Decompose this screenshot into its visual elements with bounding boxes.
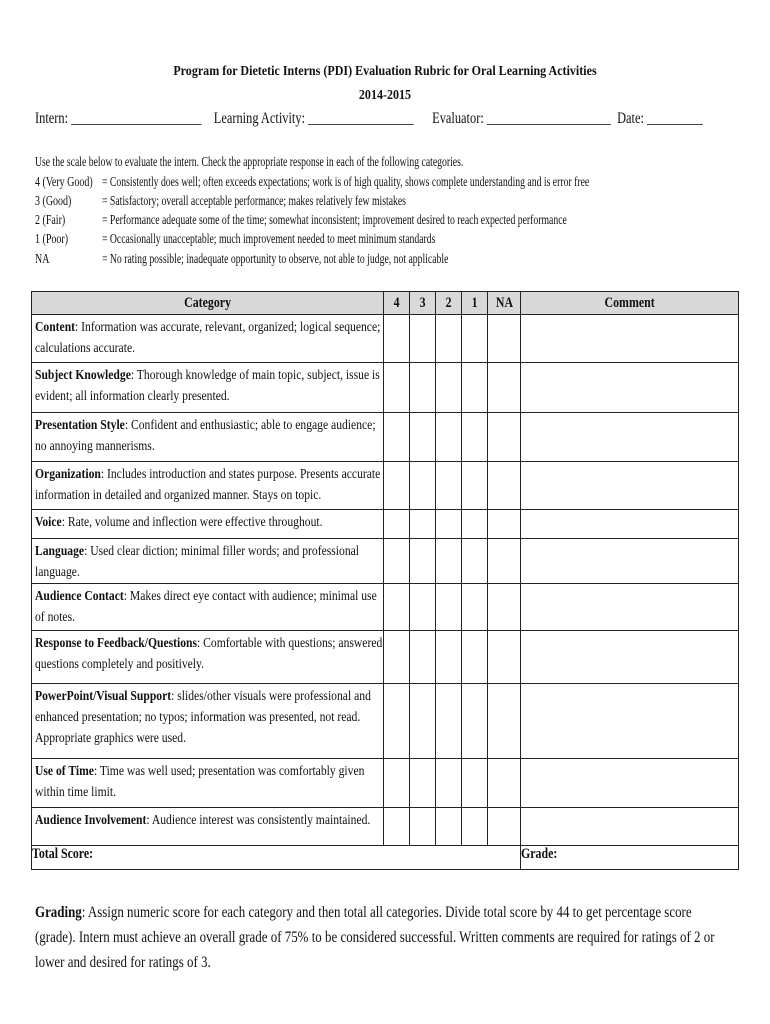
- rating-1-cell[interactable]: [462, 631, 488, 684]
- rating-4-cell[interactable]: [384, 510, 410, 539]
- rating-4-cell[interactable]: [384, 808, 410, 846]
- grading-instructions: [35, 900, 732, 975]
- rating-na-cell[interactable]: [488, 510, 521, 539]
- rating-2-cell[interactable]: [436, 684, 462, 759]
- category-name: Audience Involvement: [35, 813, 147, 828]
- rating-1-cell[interactable]: [462, 759, 488, 808]
- category-name: Use of Time: [35, 764, 94, 779]
- rating-1-cell[interactable]: [462, 510, 488, 539]
- rating-2-cell[interactable]: [436, 413, 462, 462]
- rating-3-cell[interactable]: [410, 315, 436, 363]
- grading-text: : Assign numeric score for each category and then total all categories. Divide total score by 44 to get percentage score (grade). Intern must achieve an overall grade of 75% to be considered successful. Written comments are required for ratings of 2 or lower and desired for ratings of 3.: [35, 904, 715, 971]
- rating-4-cell[interactable]: [384, 315, 410, 363]
- comment-cell[interactable]: [521, 510, 739, 539]
- rating-na-cell[interactable]: [488, 413, 521, 462]
- category-description: [35, 415, 384, 457]
- rating-na-cell[interactable]: [488, 759, 521, 808]
- category-criteria: : Thorough knowledge of main topic, subject, issue is evident; all information clearly presented.: [35, 368, 380, 404]
- rating-4-cell[interactable]: [384, 584, 410, 631]
- category-description: [35, 633, 384, 675]
- comment-cell[interactable]: [521, 413, 739, 462]
- grading-label: Grading: [35, 904, 82, 921]
- category-criteria: : Comfortable with questions; answered questions completely and positively.: [35, 636, 383, 672]
- rating-4-cell[interactable]: [384, 759, 410, 808]
- table-row: [32, 315, 739, 363]
- category-cell: [32, 363, 384, 413]
- category-description: [35, 512, 384, 533]
- rating-4-cell[interactable]: [384, 413, 410, 462]
- date-field[interactable]: Date: _________: [617, 110, 703, 127]
- table-row: [32, 363, 739, 413]
- scale-instructions: Use the scale below to evaluate the intern. Check the appropriate response in each of the following categories.: [35, 154, 464, 169]
- rating-3-cell[interactable]: [410, 684, 436, 759]
- table-row: [32, 631, 739, 684]
- category-criteria: : Information was accurate, relevant, organized; logical sequence; calculations accurate.: [35, 320, 381, 356]
- total-score-cell[interactable]: [32, 846, 521, 870]
- table-row: [32, 759, 739, 808]
- rating-na-cell[interactable]: [488, 462, 521, 510]
- scale-level-label: NA: [35, 251, 50, 266]
- category-cell: [32, 631, 384, 684]
- rating-2-cell[interactable]: [436, 315, 462, 363]
- comment-cell[interactable]: [521, 315, 739, 363]
- comment-cell[interactable]: [521, 462, 739, 510]
- total-score-row: [32, 846, 739, 870]
- category-description: [35, 761, 384, 803]
- rating-3-cell[interactable]: [410, 584, 436, 631]
- rating-3-cell[interactable]: [410, 808, 436, 846]
- table-row: [32, 462, 739, 510]
- column-header-4: 4: [384, 292, 410, 315]
- grade-cell[interactable]: [521, 846, 739, 870]
- category-cell: [32, 462, 384, 510]
- rating-4-cell[interactable]: [384, 539, 410, 584]
- comment-cell[interactable]: [521, 808, 739, 846]
- rating-na-cell[interactable]: [488, 631, 521, 684]
- rating-3-cell[interactable]: [410, 759, 436, 808]
- table-row: [32, 413, 739, 462]
- table-row: [32, 808, 739, 846]
- scale-level-label: 1 (Poor): [35, 231, 69, 246]
- category-name: Language: [35, 544, 85, 559]
- category-description: [35, 810, 384, 831]
- category-name: Voice: [35, 515, 62, 530]
- category-criteria: : Rate, volume and inflection were effective throughout.: [61, 515, 323, 530]
- column-header-comment: Comment: [521, 292, 739, 315]
- category-name: Response to Feedback/Questions: [35, 636, 198, 651]
- scale-level-label: 2 (Fair): [35, 212, 66, 227]
- category-cell: [32, 510, 384, 539]
- rating-1-cell[interactable]: [462, 363, 488, 413]
- comment-cell[interactable]: [521, 363, 739, 413]
- column-header-na: NA: [488, 292, 521, 315]
- category-description: [35, 541, 384, 583]
- comment-cell[interactable]: [521, 684, 739, 759]
- category-description: [35, 586, 384, 628]
- rating-1-cell[interactable]: [462, 584, 488, 631]
- category-cell: [32, 684, 384, 759]
- rating-na-cell[interactable]: [488, 584, 521, 631]
- rating-na-cell[interactable]: [488, 808, 521, 846]
- scale-level-desc: = No rating possible; inadequate opportunity to observe, not able to judge, not applicable: [102, 251, 449, 266]
- rating-3-cell[interactable]: [410, 539, 436, 584]
- scale-level-desc: = Occasionally unacceptable; much improvement needed to meet minimum standards: [102, 231, 436, 246]
- category-name: Presentation Style: [35, 418, 125, 433]
- document-year: 2014-2015: [358, 88, 412, 103]
- rating-1-cell[interactable]: [462, 462, 488, 510]
- evaluation-rubric-table: [31, 291, 739, 870]
- rating-3-cell[interactable]: [410, 363, 436, 413]
- rating-4-cell[interactable]: [384, 684, 410, 759]
- comment-cell[interactable]: [521, 539, 739, 584]
- document-title: Program for Dietetic Interns (PDI) Evaluation Rubric for Oral Learning Activities: [173, 64, 597, 79]
- rating-1-cell[interactable]: [462, 315, 488, 363]
- category-description: [35, 686, 384, 749]
- category-cell: [32, 584, 384, 631]
- rating-1-cell[interactable]: [462, 539, 488, 584]
- category-name: PowerPoint/Visual Support: [35, 689, 172, 704]
- scale-level-desc: = Satisfactory; overall acceptable performance; makes relatively few mistakes: [102, 193, 406, 208]
- scale-level-desc: = Consistently does well; often exceeds expectations; work is of high quality, shows complete understanding and is error free: [102, 174, 590, 189]
- rating-1-cell[interactable]: [462, 808, 488, 846]
- comment-cell[interactable]: [521, 584, 739, 631]
- category-criteria: : Makes direct eye contact with audience; minimal use of notes.: [35, 589, 377, 625]
- column-header-2: 2: [436, 292, 462, 315]
- comment-cell[interactable]: [521, 759, 739, 808]
- table-row: [32, 584, 739, 631]
- category-criteria: : slides/other visuals were professional and enhanced presentation; no typos; information was presented, not read. Appropriate graphics were used.: [35, 689, 371, 746]
- intern-field[interactable]: Intern: _____________________: [35, 110, 202, 127]
- rating-na-cell[interactable]: [488, 315, 521, 363]
- rating-2-cell[interactable]: [436, 584, 462, 631]
- rating-3-cell[interactable]: [410, 510, 436, 539]
- comment-cell[interactable]: [521, 631, 739, 684]
- rating-3-cell[interactable]: [410, 413, 436, 462]
- category-cell: [32, 539, 384, 584]
- category-name: Subject Knowledge: [35, 368, 131, 383]
- category-criteria: : Confident and enthusiastic; able to engage audience; no annoying mannerisms.: [35, 418, 376, 454]
- rating-na-cell[interactable]: [488, 684, 521, 759]
- column-header-3: 3: [410, 292, 436, 315]
- table-row: [32, 510, 739, 539]
- category-cell: [32, 413, 384, 462]
- category-cell: [32, 315, 384, 363]
- rating-2-cell[interactable]: [436, 363, 462, 413]
- rating-1-cell[interactable]: [462, 684, 488, 759]
- category-criteria: : Audience interest was consistently maintained.: [146, 813, 371, 828]
- rating-na-cell[interactable]: [488, 363, 521, 413]
- rating-2-cell[interactable]: [436, 462, 462, 510]
- rating-4-cell[interactable]: [384, 462, 410, 510]
- rating-4-cell[interactable]: [384, 631, 410, 684]
- rating-3-cell[interactable]: [410, 462, 436, 510]
- category-description: [35, 317, 384, 359]
- learning-activity-field[interactable]: Learning Activity: _________________: [213, 110, 414, 127]
- rating-na-cell[interactable]: [488, 539, 521, 584]
- rating-2-cell[interactable]: [436, 510, 462, 539]
- category-description: [35, 464, 384, 506]
- rating-2-cell[interactable]: [436, 539, 462, 584]
- category-name: Content: [35, 320, 76, 335]
- table-header-row: [32, 292, 739, 315]
- category-cell: [32, 808, 384, 846]
- scale-level-desc: = Performance adequate some of the time; somewhat inconsistent; improvement desired to reach expected performance: [102, 212, 567, 227]
- rating-2-cell[interactable]: [436, 631, 462, 684]
- category-criteria: : Used clear diction; minimal filler words; and professional language.: [35, 544, 360, 580]
- rating-2-cell[interactable]: [436, 808, 462, 846]
- scale-level-label: 4 (Very Good): [35, 174, 93, 189]
- scale-level-label: 3 (Good): [35, 193, 72, 208]
- rating-3-cell[interactable]: [410, 631, 436, 684]
- evaluator-field[interactable]: Evaluator: ____________________: [432, 110, 611, 127]
- rating-1-cell[interactable]: [462, 413, 488, 462]
- header-fields: [35, 110, 703, 128]
- grade-label: Grade:: [521, 846, 558, 862]
- total-score-label: Total Score:: [32, 846, 94, 862]
- table-row: [32, 684, 739, 759]
- rating-4-cell[interactable]: [384, 363, 410, 413]
- table-row: [32, 539, 739, 584]
- category-description: [35, 365, 384, 407]
- rating-2-cell[interactable]: [436, 759, 462, 808]
- column-header-1: 1: [462, 292, 488, 315]
- category-name: Organization: [35, 467, 101, 482]
- column-header-category: Category: [32, 292, 384, 315]
- category-name: Audience Contact: [35, 589, 124, 604]
- category-criteria: : Time was well used; presentation was comfortably given within time limit.: [35, 764, 365, 800]
- category-criteria: : Includes introduction and states purpose. Presents accurate information in detailed and organized manner. Stays on topic.: [35, 467, 381, 503]
- category-cell: [32, 759, 384, 808]
